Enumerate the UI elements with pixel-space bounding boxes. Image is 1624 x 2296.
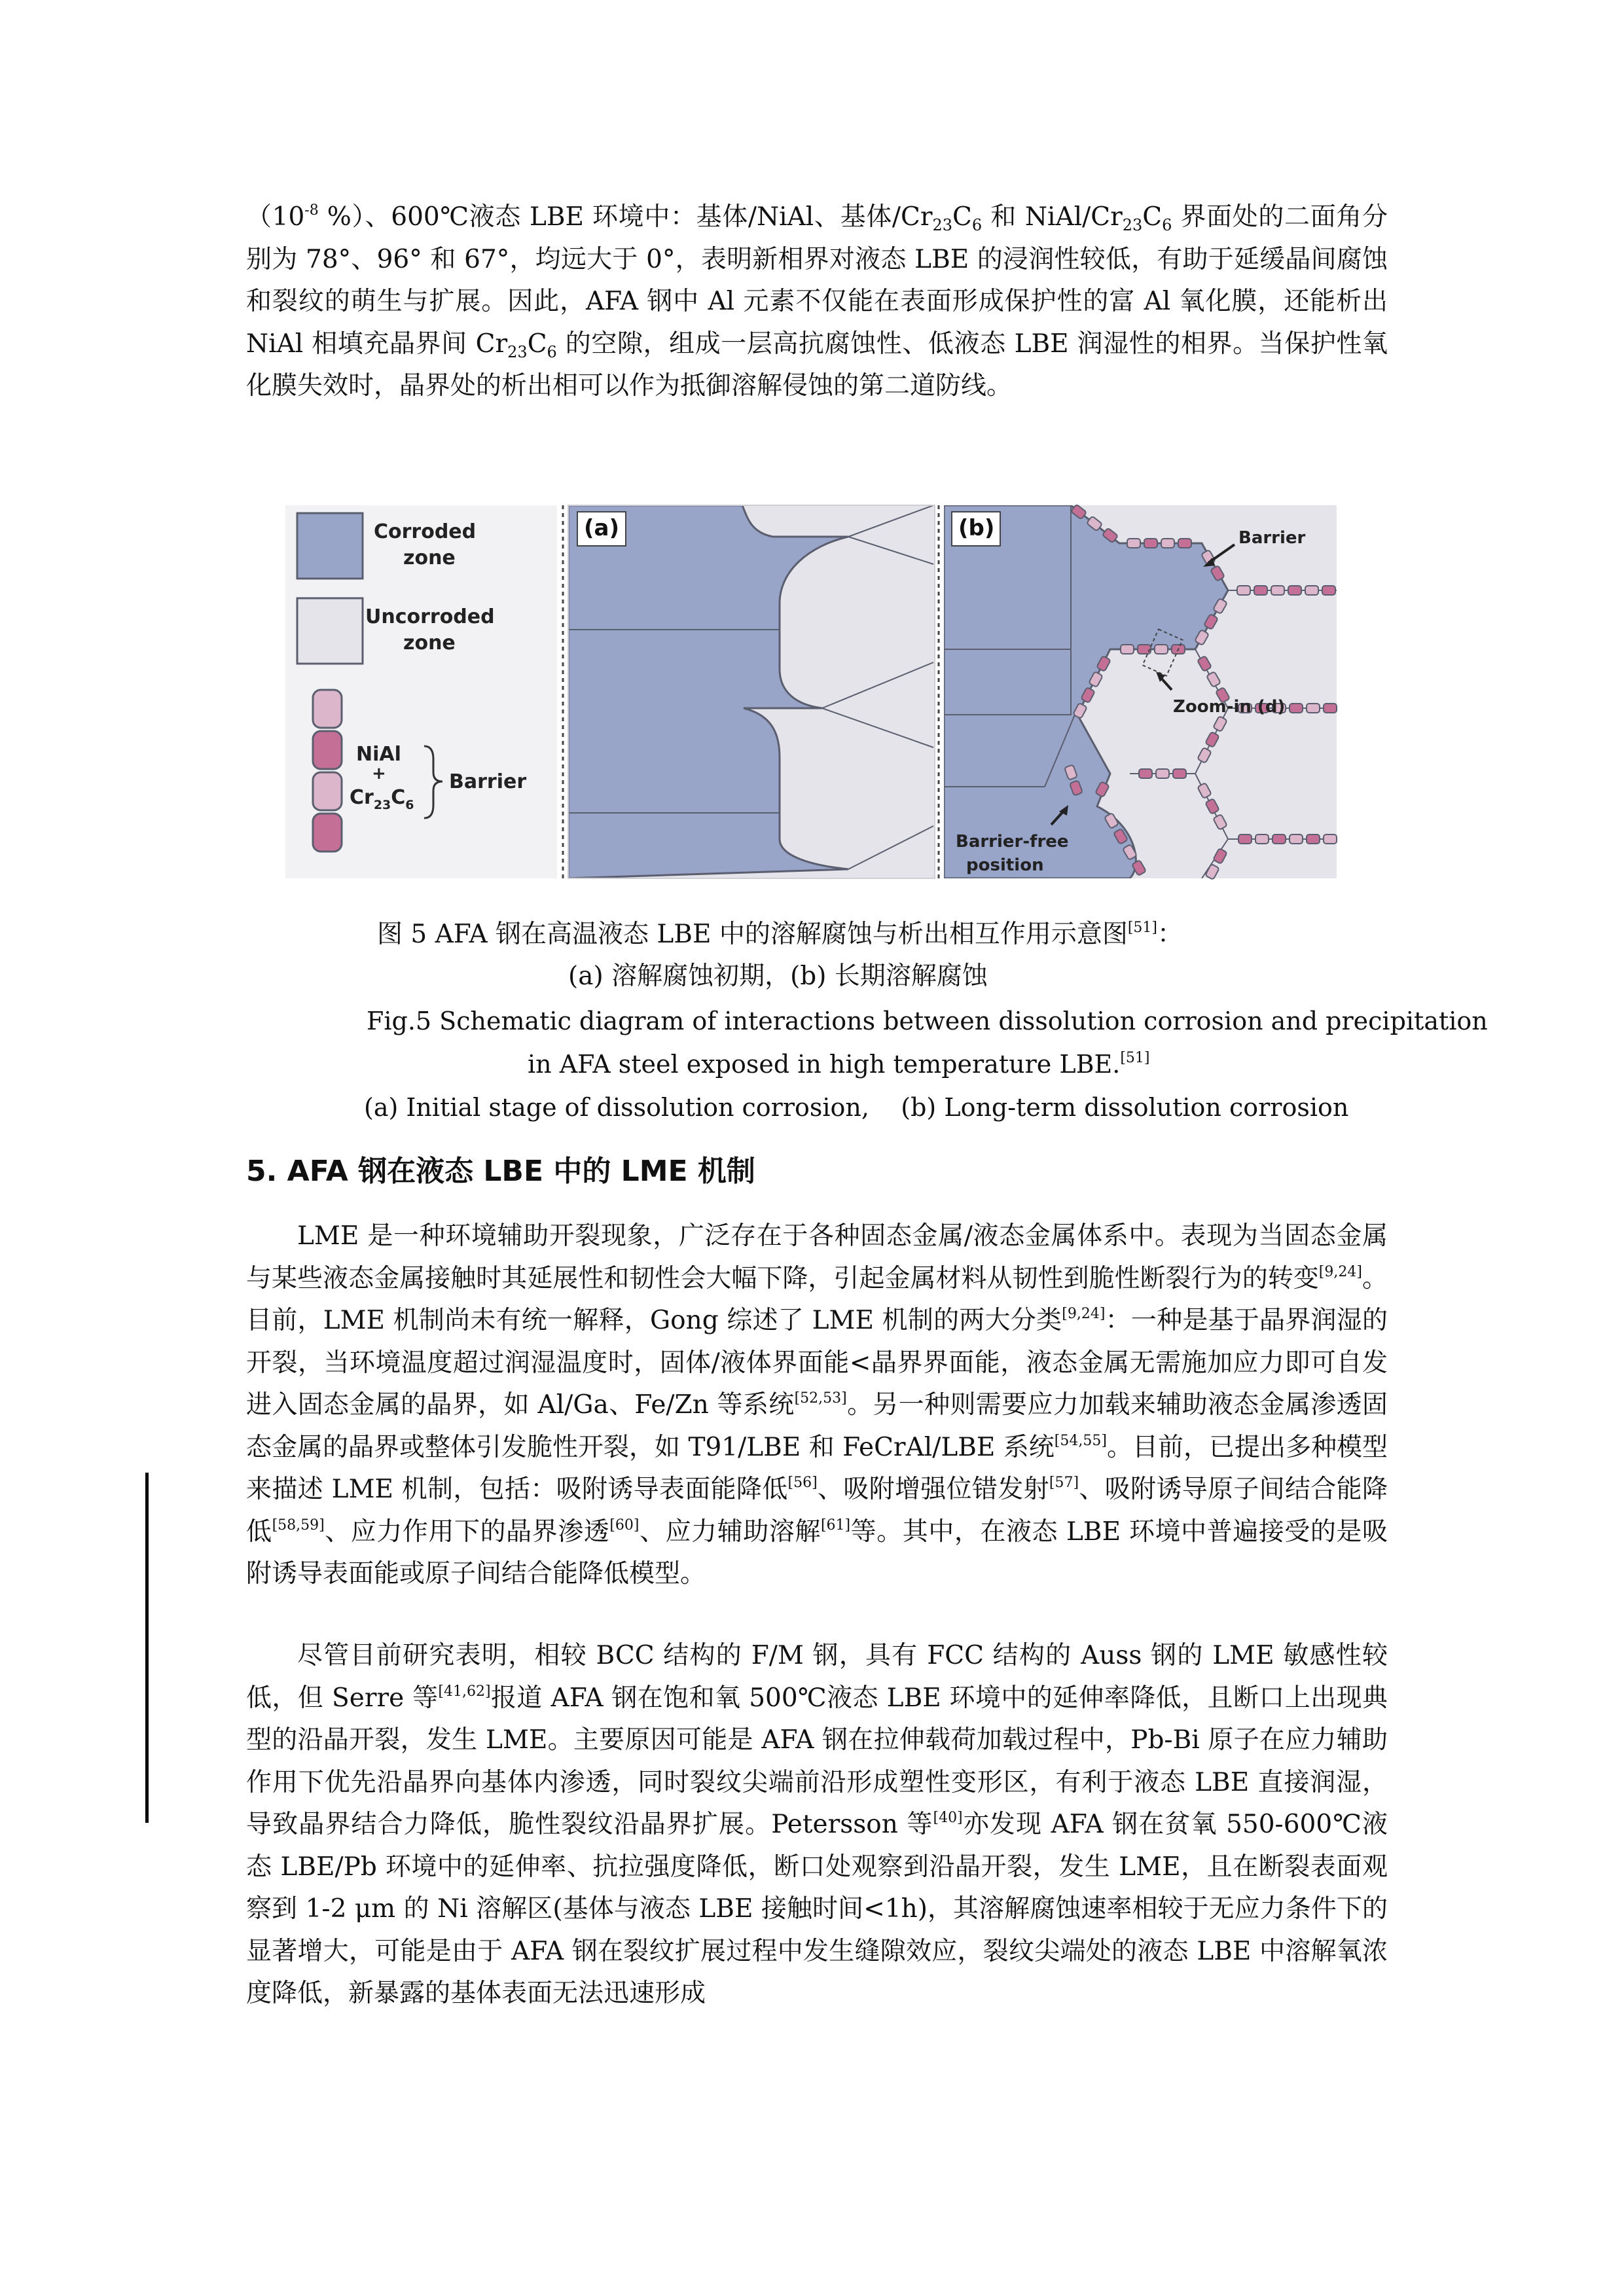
legend: [285, 505, 557, 878]
panel-b-barrier-label: Barrier: [1238, 528, 1306, 548]
paragraph-dihedral-angles: （$10^{-8}$ %）、600℃液态 LBE 环境中：基体/NiAl、基体$/Cr_{23}C_6$ 和 NiAl/$Cr_{23}C_6$ 界面处的二面角分别为 78°、96° 和 67°，均远大于 0°，表明新相界对液态 LBE 的浸润性较低，有助于延缓晶间腐蚀和裂纹的萌生与扩展。因此，AFA 钢中 Al 元素不仅能在表面形成保护性的富 Al 氧化膜，还能析出 NiAl 相填充晶界间 $Cr_{23}C_6$ 的空隙，组成一层高抗腐蚀性、低液态 LBE 润湿性的相界。当保护性氧化膜失效时，晶界处的析出相可以作为抵御溶解侵蚀的第二道防线。: [246, 202, 1388, 401]
legend-nial: NiAl: [356, 743, 401, 766]
panel-b-label: (b): [958, 515, 995, 541]
legend-corroded-line1: Corroded: [374, 520, 477, 543]
legend-uncorroded-line2: zone: [403, 632, 456, 655]
legend-plus: +: [372, 764, 386, 783]
legend-corroded-line2: zone: [403, 547, 456, 569]
panel-a-label: (a): [584, 515, 620, 541]
figure-5-schematic: [285, 499, 1343, 885]
caption-en-line2: in AFA steel exposed in high temperature LBE.[51]: [528, 1050, 1150, 1079]
legend-uncorroded-line1: Uncorroded: [365, 605, 495, 628]
legend-barrier-seg-1: [313, 690, 342, 728]
panel-a: [563, 505, 935, 878]
legend-barrier-seg-3: [313, 772, 342, 810]
legend-corroded-swatch: [297, 513, 363, 579]
panel-b: [939, 504, 1337, 880]
panel-b-free-line1: Barrier-free: [956, 832, 1069, 852]
revision-change-bar: [145, 1473, 149, 1823]
legend-cr23c6: $Cr_{23}C_6$: [350, 786, 414, 812]
caption-en-line3: (a) Initial stage of dissolution corrosion, (b) Long-term dissolution corrosion: [364, 1093, 1349, 1122]
caption-cn-line2: (a) 溶解腐蚀初期，(b) 长期溶解腐蚀: [568, 961, 988, 991]
legend-barrier-seg-2: [313, 731, 342, 769]
legend-barrier-label: Barrier: [449, 770, 527, 793]
caption-cn-line1: 图 5 AFA 钢在高温液态 LBE 中的溶解腐蚀与析出相互作用示意图[51]：: [377, 920, 1183, 949]
paragraph-afa-lme-studies: 尽管目前研究表明，相较 BCC 结构的 F/M 钢，具有 FCC 结构的 Auss 钢的 LME 敏感性较低，但 Serre 等[41,62]报道 AFA 钢在饱和氧 500℃液态 LBE 环境中的延伸率降低，且断口上出现典型的沿晶开裂，发生 LME。主要原因可能是 AFA 钢在拉伸载荷加载过程中，Pb-Bi 原子在应力辅助作用下优先沿晶界向基体内渗透，同时裂纹尖端前沿形成塑性变形区，有利于液态 LBE 直接润湿，导致晶界结合力降低，脆性裂纹沿晶界扩展。Petersson 等[40]亦发现 AFA 钢在贫氧 550-600℃液态 LBE/Pb 环境中的延伸率、抗拉强度降低，断口处观察到沿晶开裂，发生 LME，且在断裂表面观察到 1-2 μm 的 Ni 溶解区(基体与液态 LBE 接触时间<1h)，其溶解腐蚀速率相较于无应力条件下的显著增大，可能是由于 AFA 钢在裂纹扩展过程中发生缝隙效应，裂纹尖端处的液态 LBE 中溶解氧浓度降低，新暴露的基体表面无法迅速形成: [246, 1641, 1388, 2008]
paragraph-lme-definition: LME 是一种环境辅助开裂现象，广泛存在于各种固态金属/液态金属体系中。表现为当固态金属与某些液态金属接触时其延展性和韧性会大幅下降，引起金属材料从韧性到脆性断裂行为的转变[9,24]。目前，LME 机制尚未有统一解释，Gong 综述了 LME 机制的两大分类[9,24]：一种是基于晶界润湿的开裂，当环境温度超过润湿温度时，固体/液体界面能<晶界界面能，液态金属无需施加应力即可自发进入固态金属的晶界，如 Al/Ga、Fe/Zn 等系统[52,53]。另一种则需要应力加载来辅助液态金属渗透固态金属的晶界或整体引发脆性开裂，如 T91/LBE 和 FeCrAl/LBE 系统[54,55]。目前，已提出多种模型来描述 LME 机制，包括：吸附诱导表面能降低[56]、吸附增强位错发射[57]、吸附诱导原子间结合能降低[58,59]、应力作用下的晶界渗透[60]、应力辅助溶解[61]等。其中，在液态 LBE 环境中普遍接受的是吸附诱导表面能或原子间结合能降低模型。: [246, 1221, 1388, 1588]
legend-barrier-seg-4: [313, 814, 342, 852]
panel-b-free-line2: position: [966, 855, 1044, 875]
legend-uncorroded-swatch: [297, 598, 363, 664]
panel-b-zoom-label: Zoom-in (d): [1173, 697, 1286, 717]
section-heading: 5. AFA 钢在液态 LBE 中的 LME 机制: [246, 1155, 755, 1188]
caption-en-line1: Fig.5 Schematic diagram of interactions between dissolution corrosion and precipitation: [367, 1007, 1488, 1035]
